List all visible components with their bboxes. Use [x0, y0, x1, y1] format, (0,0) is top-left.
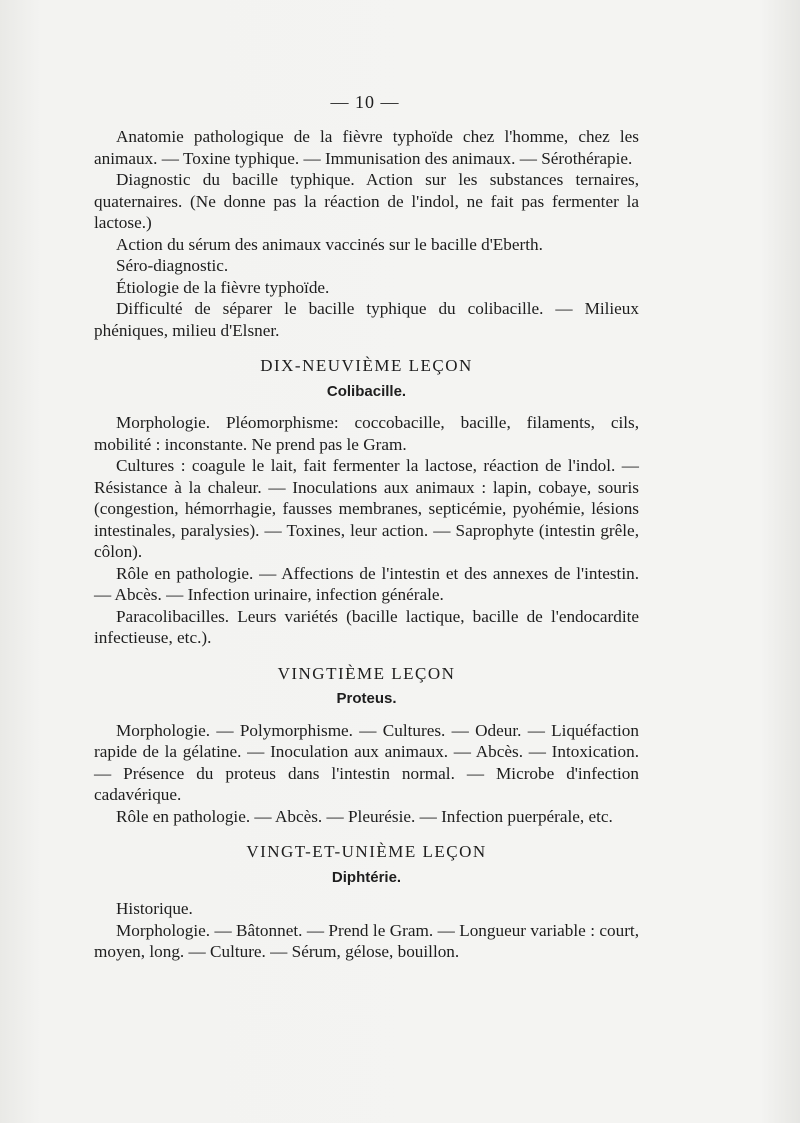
- paragraph: Morphologie. Pléomorphisme: coccobacille, bacille, filaments, cils, mobilité : inconstante. Ne prend pas le Gram.: [94, 413, 639, 454]
- lesson-heading: DIX-NEUVIÈME LEÇON: [260, 356, 473, 375]
- paragraph: Morphologie. — Polymorphisme. — Cultures. — Odeur. — Liquéfaction rapide de la gélatine. — Inoculation aux animaux. — Abcès. — Intoxication. — Présence du proteus dans l'intestin normal. — Microbe d'infection cadavérique.: [94, 720, 639, 804]
- paragraph: Anatomie pathologique de la fièvre typhoïde chez l'homme, chez les animaux. — Toxine typhique. — Immunisation des animaux. — Sérothérapie.: [94, 127, 639, 168]
- lesson-heading: VINGT-ET-UNIÈME LEÇON: [246, 842, 487, 861]
- paragraph: Étiologie de la fièvre typhoïde.: [116, 277, 330, 297]
- lesson-subtitle: Diphtérie.: [331, 868, 402, 886]
- paragraph: Rôle en pathologie. — Affections de l'intestin et des annexes de l'intestin. — Abcès. — Infection urinaire, infection générale.: [94, 563, 639, 604]
- paragraph: Rôle en pathologie. — Abcès. — Pleurésie. — Infection puerpérale, etc.: [116, 806, 613, 826]
- page-number: — 10 —: [330, 92, 400, 112]
- paragraph: Paracolibacilles. Leurs variétés (bacille lactique, bacille de l'endocardite infectieuse, etc.).: [94, 606, 639, 647]
- paragraph: Cultures : coagule le lait, fait fermenter la lactose, réaction de l'indol. — Résistance à la chaleur. — Inoculations aux animaux : lapin, cobaye, souris (congestion, hémorrhagie, fausses membranes, septicémie, pyohémie, lésions intestinales, paralysies). — Toxines, leur action. — Saprophyte (intestin grêle, côlon).: [94, 456, 639, 561]
- paragraph: Difficulté de séparer le bacille typhique du colibacille. — Milieux phéniques, milieu d'Elsner.: [94, 299, 639, 340]
- paragraph: Action du sérum des animaux vaccinés sur le bacille d'Eberth.: [116, 234, 543, 254]
- paragraph: Diagnostic du bacille typhique. Action sur les substances ternaires, quaternaires. (Ne donne pas la réaction de l'indol, ne fait pas fermenter la lactose.): [94, 170, 639, 232]
- lesson-subtitle: Proteus.: [336, 690, 397, 707]
- lesson-subtitle: Colibacille.: [326, 382, 407, 400]
- paragraph: Historique.: [116, 899, 193, 918]
- paragraph: Morphologie. — Bâtonnet. — Prend le Gram. — Longueur variable : court, moyen, long. — Culture. — Sérum, gélose, bouillon.: [94, 920, 639, 961]
- lesson-heading: VINGTIÈME LEÇON: [277, 663, 456, 683]
- page-content: [94, 126, 639, 963]
- paragraph: Séro-diagnostic.: [116, 256, 229, 275]
